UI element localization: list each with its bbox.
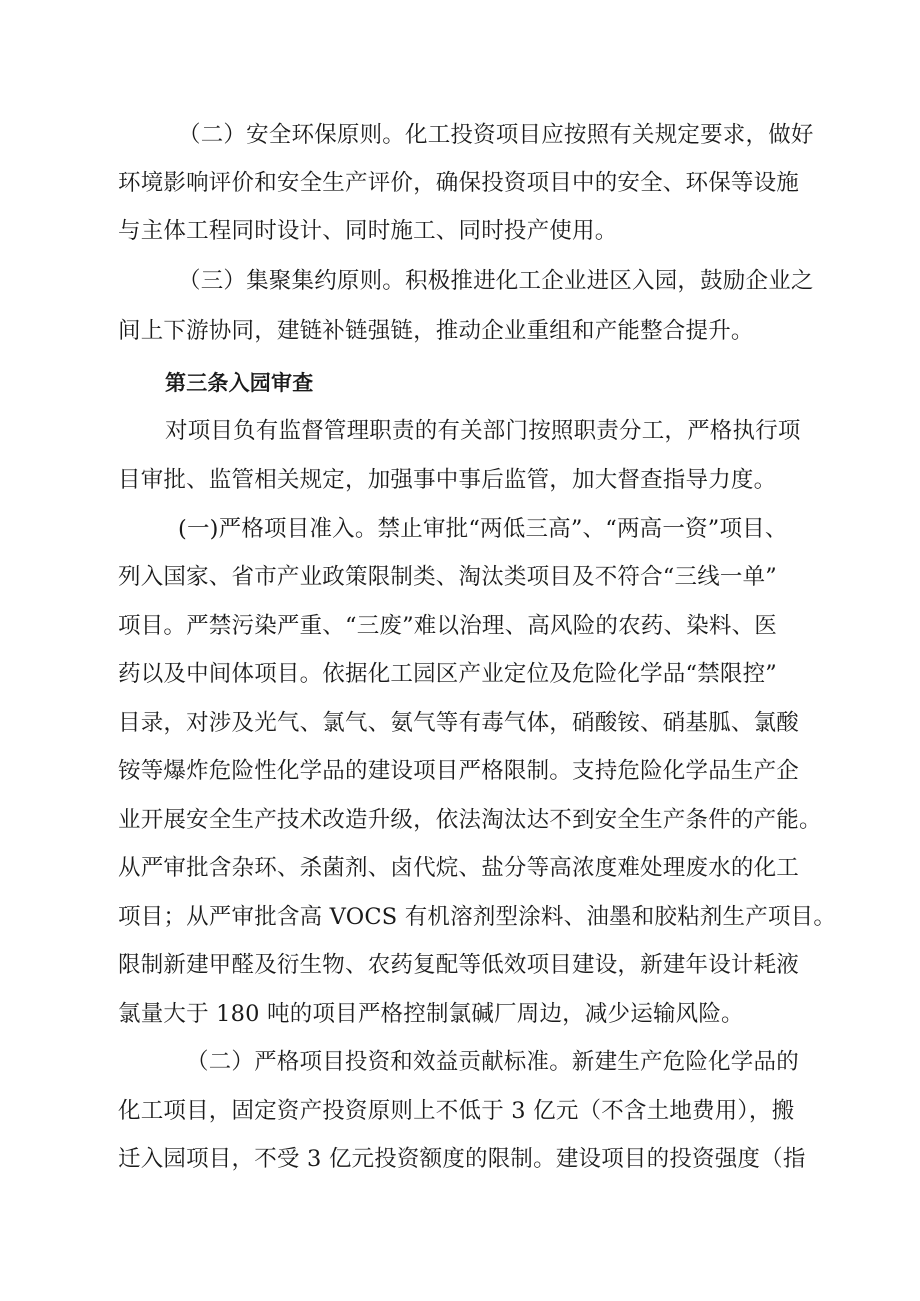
paragraph-line: 业开展安全生产技术改造升级，依法淘汰达不到安全生产条件的产能。 [118,807,822,833]
paragraph-line: 与主体工程同时设计、同时施工、同时投产使用。 [118,218,618,244]
paragraph-line: 对项目负有监督管理职责的有关部门按照职责分工，严格执行项 [165,418,801,444]
paragraph-line: 项目；从严审批含高 VOCS 有机溶剂型涂料、油墨和胶粘剂生产项目。 [118,904,837,930]
paragraph-line: (一)严格项目准入。禁止审批“两低三高”、“两高一资”项目、 [178,516,788,542]
paragraph-line: 目审批、监管相关规定，加强事中事后监管，加大督查指导力度。 [118,467,777,493]
paragraph-line: 化工项目，固定资产投资原则上不低于 3 亿元（不含土地费用），搬 [118,1098,795,1124]
paragraph-line: 迁入园项目，不受 3 亿元投资额度的限制。建设项目的投资强度（指 [118,1146,806,1172]
paragraph-line: 目录，对涉及光气、氯气、氨气等有毒气体，硝酸铵、硝基胍、氯酸 [118,710,800,736]
paragraph-line: 间上下游协同，建链补链强链，推动企业重组和产能整合提升。 [118,318,754,344]
paragraph-line: （二）严格项目投资和效益贡献标准。新建生产危险化学品的 [186,1049,799,1075]
paragraph-line: 铵等爆炸危险性化学品的建设项目严格限制。支持危险化学品生产企 [118,758,800,784]
paragraph-line: （三）集聚集约原则。积极推进化工企业进区入园，鼓励企业之 [178,268,814,294]
paragraph-line: 氯量大于 180 吨的项目严格控制氯碱厂周边，减少运输风险。 [118,1001,744,1027]
paragraph-line: 从严审批含杂环、杀菌剂、卤代烷、盐分等高浓度难处理废水的化工 [118,855,800,881]
paragraph-line: 环境影响评价和安全生产评价，确保投资项目中的安全、环保等设施 [118,170,800,196]
paragraph-line: （二）安全环保原则。化工投资项目应按照有关规定要求，做好 [178,122,814,148]
paragraph-line: 限制新建甲醛及衍生物、农药复配等低效项目建设，新建年设计耗液 [118,952,800,978]
paragraph-line: 药以及中间体项目。依据化工园区产业定位及危险化学品“禁限控” [118,661,778,687]
paragraph-line: 列入国家、省市产业政策限制类、淘汰类项目及不符合“三线一单” [118,564,778,590]
section-heading: 第三条入园审查 [165,371,314,395]
paragraph-line: 项目。严禁污染严重、“三废”难以治理、高风险的农药、染料、医 [118,613,778,639]
